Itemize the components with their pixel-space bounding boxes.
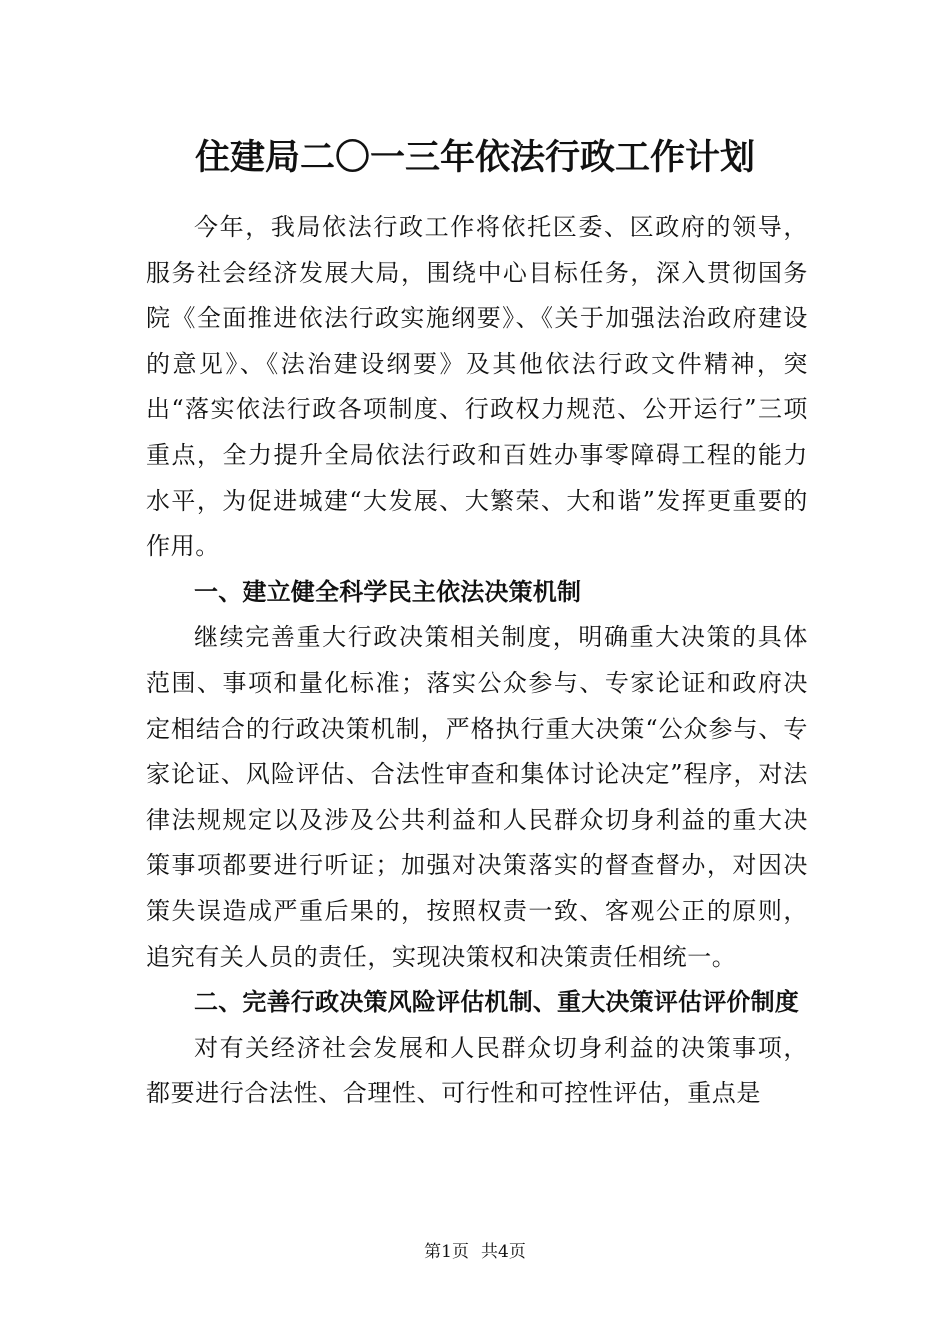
document-body [146,205,808,1117]
section-2-paragraph: 对有关经济社会发展和人民群众切身利益的决策事项，都要进行合法性、合理性、可行性和可控性评估，重点是 [146,1033,808,1108]
page-footer [0,1240,950,1264]
document-title: 住建局二〇一三年依法行政工作计划 [194,137,755,178]
page-total: 共4页 [481,1242,526,1262]
page-number: 第1页 [424,1242,469,1262]
section-heading-2: 二、完善行政决策风险评估机制、重大决策评估评价制度 [194,988,799,1017]
intro-paragraph: 今年，我局依法行政工作将依托区委、区政府的领导，服务社会经济发展大局，围绕中心目标任务，深入贯彻国务院《全面推进依法行政实施纲要》、《关于加强法治政府建设的意见》、《法治建设纲要》及其他依法行政文件精神，突出“落实依法行政各项制度、行政权力规范、公开运行”三项重点，全力提升全局依法行政和百姓办事零障碍工程的能力水平，为促进城建“大发展、大繁荣、大和谐”发挥更重要的作用。 [146,213,808,561]
section-1-paragraph: 继续完善重大行政决策相关制度，明确重大决策的具体范围、事项和量化标准；落实公众参与、专家论证和政府决定相结合的行政决策机制，严格执行重大决策“公众参与、专家论证、风险评估、合法性审查和集体讨论决定”程序，对法律法规规定以及涉及公共利益和人民群众切身利益的重大决策事项都要进行听证；加强对决策落实的督查督办，对因决策失误造成严重后果的，按照权责一致、客观公正的原则，追究有关人员的责任，实现决策权和决策责任相统一。 [146,623,808,971]
section-heading-1: 一、建立健全科学民主依法决策机制 [194,577,582,606]
